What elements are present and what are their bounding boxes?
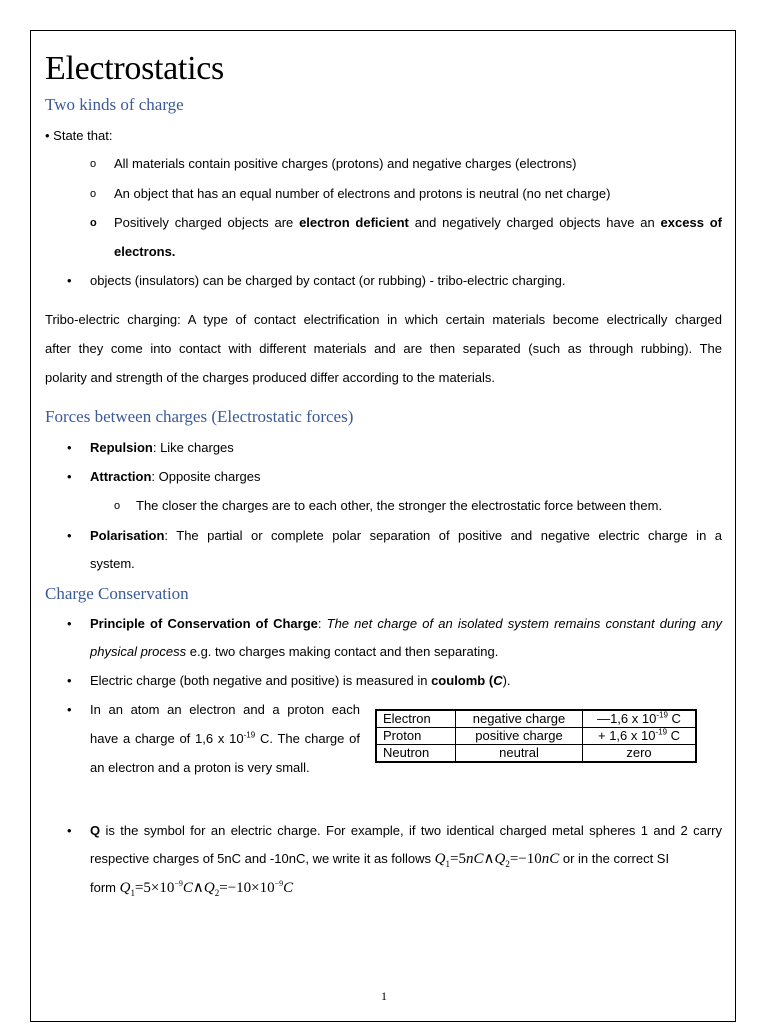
ec-paren: ( bbox=[485, 673, 494, 688]
polarisation-bold: Polarisation bbox=[90, 528, 165, 543]
table-cell-name: Proton bbox=[376, 728, 456, 745]
value-exponent: -19 bbox=[655, 727, 668, 737]
repulsion-text: : Like charges bbox=[152, 440, 234, 455]
sub3-bold-electrons: electrons. bbox=[114, 244, 176, 259]
ec-unit-c: C bbox=[493, 673, 503, 688]
sub3-bold-excess: excess of bbox=[660, 215, 722, 230]
bullet-repulsion bbox=[90, 439, 234, 457]
q2-text-a: respective charges of 5nC and -10nC, we write it as follows bbox=[90, 851, 435, 866]
bullet-icon: • bbox=[67, 616, 72, 631]
bullet-icon: • bbox=[67, 673, 72, 688]
principle-italic-2: physical process bbox=[90, 644, 187, 659]
ec-bold-coulomb: coulomb bbox=[431, 673, 486, 688]
bullet-icon: • bbox=[67, 528, 72, 543]
sub-bullet-1: All materials contain positive charges (protons) and negative charges (electrons) bbox=[114, 156, 577, 171]
atom2-text-a: have a charge of 1,6 x 10 bbox=[90, 731, 244, 746]
document-page bbox=[30, 30, 736, 1022]
polarisation-cont: system. bbox=[90, 556, 135, 571]
page-title: Electrostatics bbox=[45, 50, 224, 87]
principle-colon: : bbox=[317, 616, 327, 631]
ec-text-e: ). bbox=[502, 673, 511, 688]
q2-text-b: or in the correct SI bbox=[559, 851, 670, 866]
table-row bbox=[376, 745, 696, 763]
value-unit: C bbox=[667, 711, 681, 726]
value-unit: C bbox=[667, 728, 681, 743]
table-cell-value bbox=[583, 710, 697, 728]
q-text: is the symbol for an electric charge. For example, if two identical charged metal spheres 1 and 2 carry bbox=[100, 823, 722, 838]
charge-table bbox=[375, 709, 697, 763]
atom-line1: In an atom an electron and a proton each bbox=[90, 702, 360, 717]
q3-text-a: form bbox=[90, 880, 120, 895]
tribo-para-line1: Tribo-electric charging: A type of contact electrification in which certain materials become electrically charged bbox=[45, 312, 722, 327]
table-cell-value bbox=[583, 728, 697, 745]
bullet-icon: • bbox=[67, 469, 72, 484]
table-cell-name: Neutron bbox=[376, 745, 456, 763]
circle-bullet-icon: o bbox=[114, 500, 121, 512]
principle-cont bbox=[90, 643, 498, 661]
atom-line3: an electron and a proton is very small. bbox=[90, 760, 310, 775]
value-text: —1,6 x 10 bbox=[597, 711, 657, 726]
principle-bold: Principle of Conservation of Charge bbox=[90, 616, 318, 631]
bullet-electric-charge bbox=[90, 672, 511, 690]
atom2-text-b: C. The charge of bbox=[255, 731, 360, 746]
table-cell-name: Electron bbox=[376, 710, 456, 728]
sub-bullet-2: An object that has an equal number of electrons and protons is neutral (no net charge) bbox=[114, 186, 611, 201]
principle-italic: The net charge of an isolated system remains constant during any bbox=[326, 616, 722, 631]
bullet-icon: • bbox=[67, 823, 72, 838]
bullet-icon: • bbox=[67, 273, 72, 288]
bullet-tribo: objects (insulators) can be charged by contact (or rubbing) - tribo-electric charging. bbox=[90, 273, 566, 288]
heading-charge-conservation: Charge Conservation bbox=[45, 584, 189, 603]
table-cell-charge: negative charge bbox=[456, 710, 583, 728]
sub3-text-c: and negatively charged objects have an bbox=[408, 215, 661, 230]
circle-bullet-icon: o bbox=[90, 188, 97, 200]
bullet-polarisation bbox=[90, 527, 722, 545]
sub-bullet-closer: The closer the charges are to each other, the stronger the electrostatic force between them. bbox=[136, 498, 663, 513]
page-number: 1 bbox=[381, 989, 387, 1003]
q-line3 bbox=[90, 879, 293, 897]
sub-bullet-3 bbox=[114, 214, 722, 232]
sub3-bold-deficient: electron deficient bbox=[299, 215, 409, 230]
table-row bbox=[376, 728, 696, 745]
table-cell-value: zero bbox=[583, 745, 697, 763]
heading-two-kinds-of-charge: Two kinds of charge bbox=[45, 95, 184, 114]
polarisation-text: : The partial or complete polar separation of positive and negative electric charge in a bbox=[164, 528, 722, 543]
bullet-attraction bbox=[90, 468, 261, 486]
value-exponent: -19 bbox=[656, 710, 668, 720]
principle-text-2: e.g. two charges making contact and then separating. bbox=[186, 644, 499, 659]
attraction-text: : Opposite charges bbox=[151, 469, 261, 484]
atom2-exponent: -19 bbox=[243, 730, 256, 740]
bullet-icon: • bbox=[67, 702, 72, 717]
sub-bullet-3-cont bbox=[114, 243, 175, 261]
math-expression-2: $Q_1=5\times 10^{-9}C\wedge Q_2=-10\times 10^{-9}C$ bbox=[119, 879, 294, 898]
repulsion-bold: Repulsion bbox=[90, 440, 153, 455]
tribo-para-line3: polarity and strength of the charges produced differ according to the materials. bbox=[45, 370, 495, 385]
tribo-para-line2: after they come into contact with different materials and are then separated (such as through rubbing). The bbox=[45, 341, 722, 356]
state-that-text: • State that: bbox=[45, 128, 113, 143]
value-text: + 1,6 x 10 bbox=[597, 728, 656, 743]
bullet-principle bbox=[90, 615, 722, 633]
circle-bullet-icon: o bbox=[90, 217, 97, 229]
ec-text-a: Electric charge (both negative and positive) is measured in bbox=[90, 673, 432, 688]
table-cell-charge: positive charge bbox=[456, 728, 583, 745]
heading-forces: Forces between charges (Electrostatic forces) bbox=[45, 407, 354, 426]
bullet-q-symbol bbox=[90, 822, 722, 840]
table-cell-charge: neutral bbox=[456, 745, 583, 763]
math-expression-1: $Q_1=5nC\wedge Q_2=-10nC$ bbox=[434, 851, 560, 869]
q-bold: Q bbox=[90, 823, 101, 838]
attraction-bold: Attraction bbox=[90, 469, 152, 484]
sub3-text-a: Positively charged objects are bbox=[114, 215, 300, 230]
circle-bullet-icon: o bbox=[90, 158, 97, 170]
q-line2 bbox=[90, 850, 669, 868]
bullet-icon: • bbox=[67, 440, 72, 455]
atom-line2 bbox=[90, 730, 360, 748]
table-row bbox=[376, 710, 696, 728]
